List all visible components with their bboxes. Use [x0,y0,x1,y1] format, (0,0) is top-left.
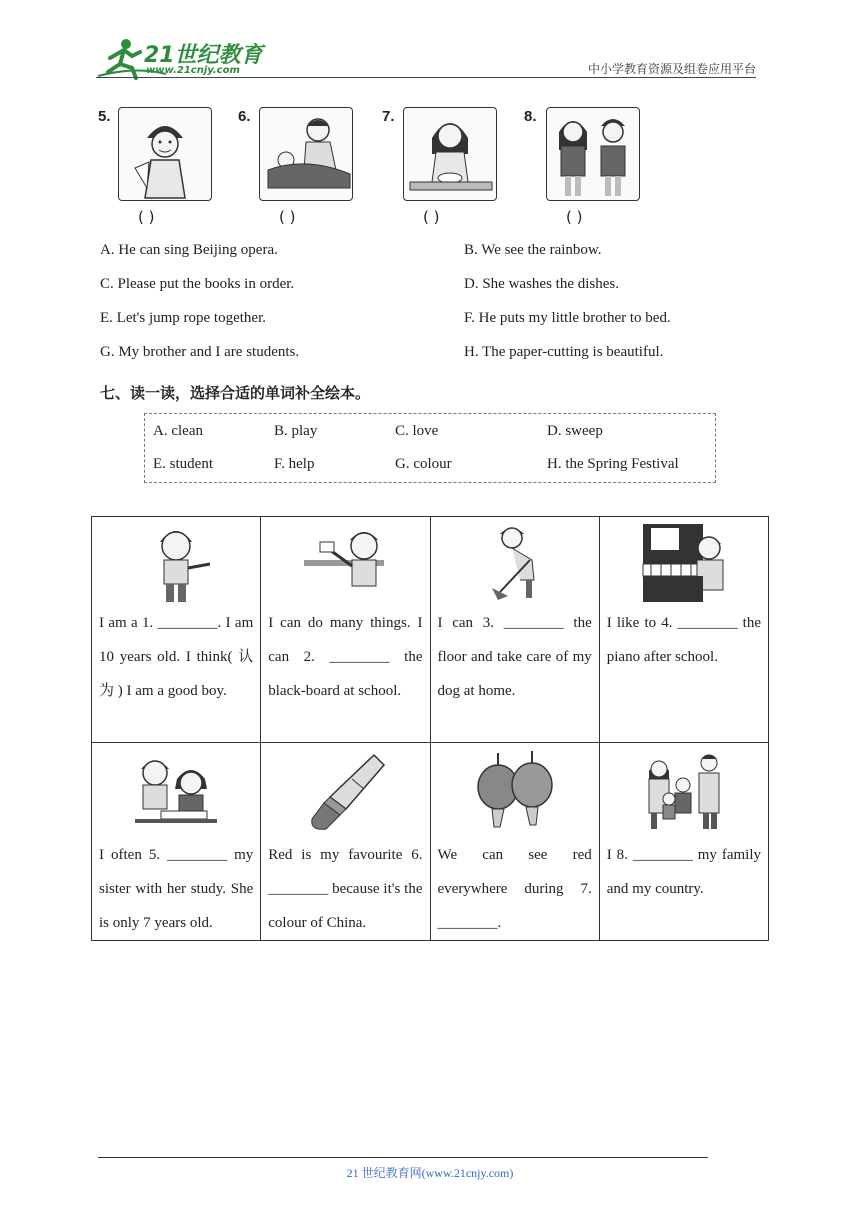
book-cell-6 [261,743,430,941]
boy-piano-image [600,517,768,607]
boy-cleaning-board-image [261,517,429,607]
book-cell-4 [599,517,768,743]
book-cell-5 [92,743,261,941]
book-text-6: Red is my favourite 6. ________ because it's the colour of China. [268,847,423,931]
picture-number-7: 7. [382,108,395,125]
picture-bedtime [259,107,353,201]
word-a: A. clean [153,423,203,439]
word-c: C. love [395,423,439,439]
site-logo [96,36,266,80]
word-b: B. play [274,423,318,439]
book-text-8: I 8. ________ my family and my country. [606,847,761,897]
footer-link[interactable]: 21 世纪教育网(www.21cnjy.com) [346,1166,514,1180]
siblings-studying-image [92,743,260,839]
book-cell-2 [261,517,430,743]
option-f: F. He puts my little brother to bed. [464,310,671,326]
picture-book-table [91,516,769,941]
answer-paren-6[interactable]: ( ) [279,208,296,226]
word-bank [144,413,716,483]
header-divider [96,77,756,78]
option-a: A. He can sing Beijing opera. [100,242,278,258]
word-g: G. colour [395,456,452,472]
family-image [600,743,768,839]
picture-number-6: 6. [238,108,251,125]
answer-paren-8[interactable]: ( ) [566,208,583,226]
option-c: C. Please put the books in order. [100,276,295,292]
picture-number-8: 8. [524,108,537,125]
answer-paren-7[interactable]: ( ) [423,208,440,226]
option-e: E. Let's jump rope together. [100,310,266,326]
option-g: G. My brother and I are students. [100,344,300,360]
header-platform-text: 中小学教育资源及组卷应用平台 [587,62,756,76]
word-f: F. help [274,456,315,472]
book-cell-1 [92,517,261,743]
boy-sweeping-image [431,517,599,607]
footer-divider [98,1157,708,1158]
book-text-1: I am a 1. ________. I am 10 years old. I think( 认 为 ) I am a good boy. [99,615,254,699]
paint-tube-image [261,743,429,839]
option-h: H. The paper-cutting is beautiful. [464,344,664,360]
book-text-7: We can see red everywhere during 7. ________. [437,847,592,931]
book-text-5: I often 5. ________ my sister with her study. She is only 7 years old. [99,847,254,931]
word-h: H. the Spring Festival [547,456,679,472]
book-cell-8 [599,743,768,941]
picture-number-5: 5. [98,108,111,125]
book-text-2: I can do many things. I can 2. ________ the black-board at school. [268,615,423,699]
book-text-4: I like to 4. ________ the piano after school. [606,615,761,665]
word-e: E. student [153,456,213,472]
book-cell-3 [430,517,599,743]
option-b: B. We see the rainbow. [464,242,602,258]
picture-washing-dishes [403,107,497,201]
book-text-3: I can 3. ________ the floor and take care of my dog at home. [437,615,592,699]
answer-paren-5[interactable]: ( ) [138,208,155,226]
logo-url: www.21cnjy.com [146,65,240,76]
section-7-title: 七、读一读，选择合适的单词补全绘本。 [100,384,371,402]
book-cell-7 [430,743,599,941]
picture-two-students [546,107,640,201]
lanterns-image [431,743,599,839]
boy-waving-image [92,517,260,607]
word-d: D. sweep [547,423,603,439]
logo-text: 21世纪教育 [144,43,263,68]
option-d: D. She washes the dishes. [464,276,619,292]
picture-opera-singer [118,107,212,201]
